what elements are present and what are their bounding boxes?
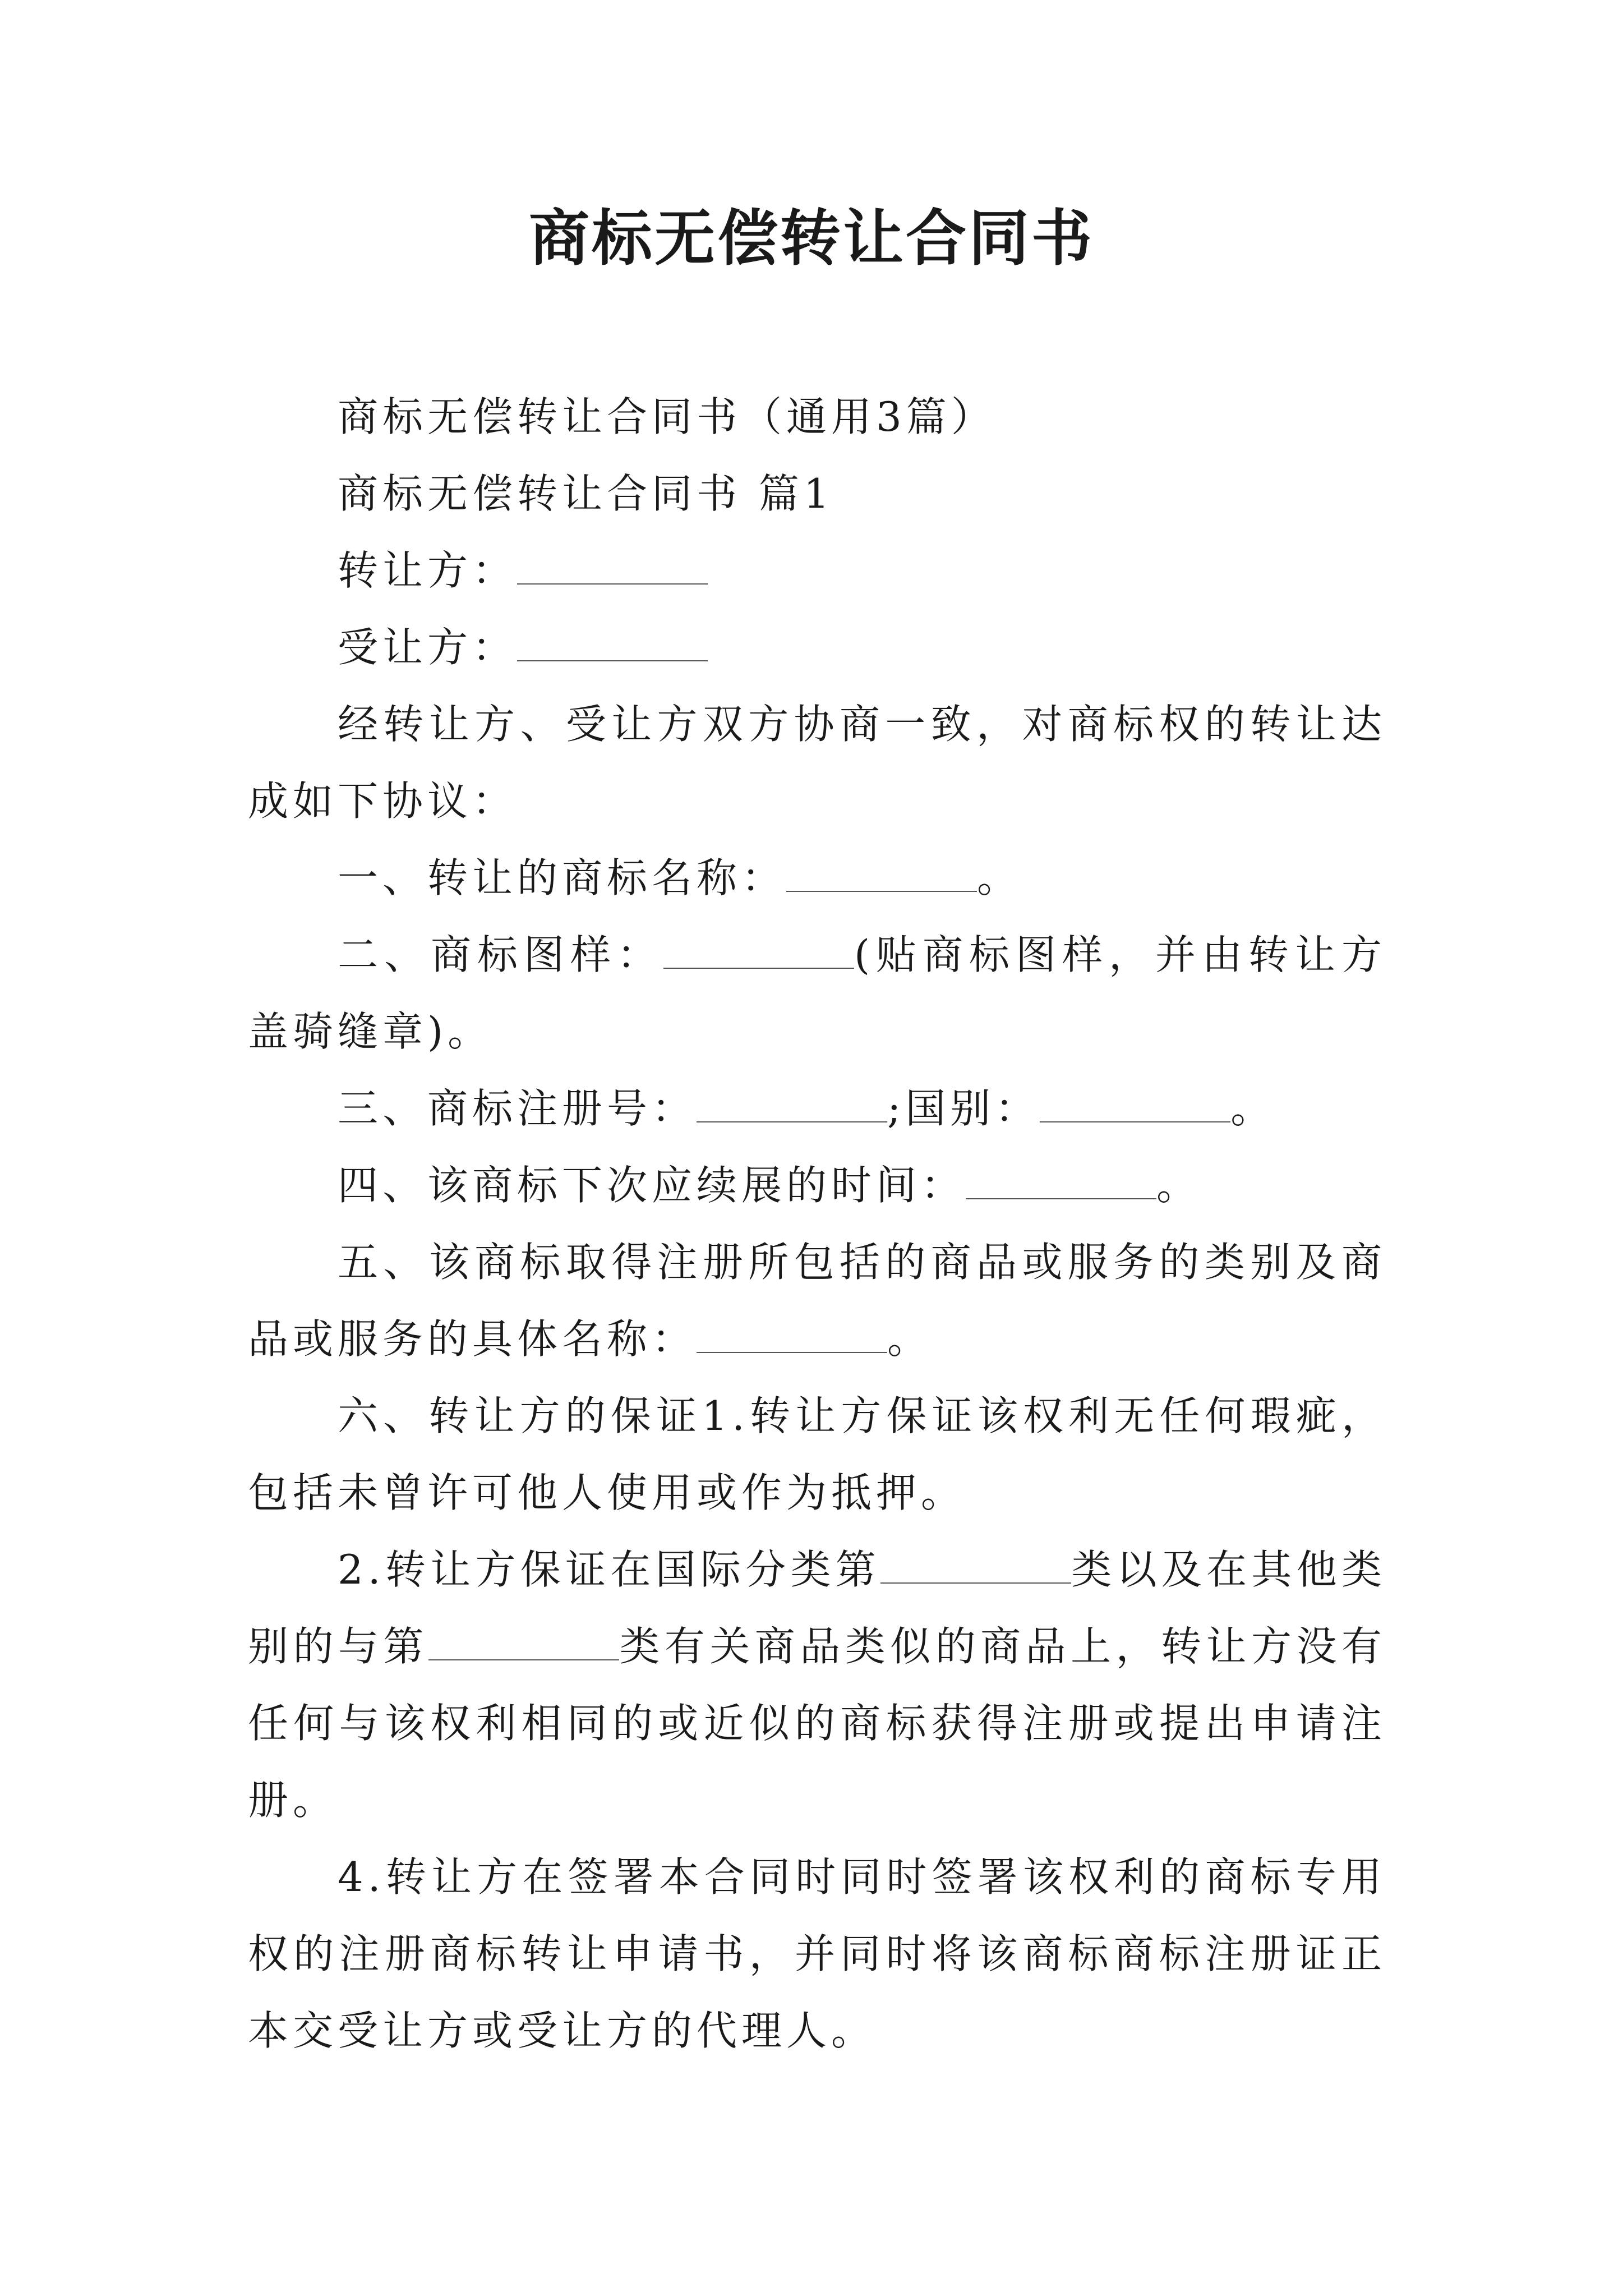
- clause-6: 六、转让方的保证1.转让方保证该权利无任何瑕疵，包括未曾许可他人使用或作为抵押。: [248, 1392, 1386, 1516]
- clause-3-blank-2: [1040, 1088, 1230, 1122]
- clause-3: [248, 1070, 1386, 1147]
- agreement-intro: 经转让方、受让方双方协商一致，对商标权的转让达成如下协议：: [248, 701, 1386, 825]
- clause-2-blank: [663, 934, 854, 969]
- clause-5-blank: [697, 1318, 887, 1353]
- clause-5-end: 。: [887, 1315, 933, 1363]
- clause-2-text: 二、商标图样：: [338, 931, 663, 978]
- clause-3-blank-1: [697, 1088, 887, 1122]
- clause-4-text: 四、该商标下次应续展的时间：: [338, 1162, 966, 1209]
- clause-2-end: (贴商标图样，并由转让方盖骑缝章)。: [248, 931, 1386, 1055]
- subtitle-line: 商标无偿转让合同书（通用3篇）: [338, 393, 996, 440]
- clause-6-item-2-end: 类有关商品类似的商品上，转让方没有任何与该权利相同的或近似的商标获得注册或提出申请注册。: [248, 1623, 1386, 1824]
- clause-3-text: 三、商标注册号：: [338, 1085, 697, 1132]
- document-title: 商标无偿转让合同书: [528, 203, 1094, 274]
- document-body: [248, 379, 1386, 2069]
- clause-1: [248, 840, 1386, 917]
- transferee-label: 受让方：: [338, 624, 518, 671]
- transferor-blank: [517, 550, 708, 585]
- clause-6-item-2-blank-1: [880, 1549, 1071, 1584]
- clause-3-end: 。: [1230, 1085, 1276, 1132]
- transferee-line: [248, 609, 1386, 686]
- transferor-label: 转让方：: [338, 547, 518, 594]
- section-heading: 商标无偿转让合同书 篇1: [338, 470, 834, 517]
- clause-1-text: 一、转让的商标名称：: [338, 854, 787, 901]
- transferee-blank: [517, 627, 708, 661]
- clause-4-blank: [966, 1165, 1156, 1199]
- clause-1-end: 。: [977, 854, 1022, 901]
- clause-6-item-2-mid: 类以及在其他类别的与第: [248, 1546, 1386, 1670]
- clause-4: [248, 1147, 1386, 1224]
- clause-2: [248, 917, 1386, 1070]
- clause-1-blank: [786, 857, 977, 892]
- clause-3-mid: ;国别：: [887, 1085, 1040, 1132]
- clause-6-item-4: 4.转让方在签署本合同时同时签署该权利的商标专用权的注册商标转让申请书，并同时将该商标商标注册证正本交受让方或受让方的代理人。: [248, 1853, 1386, 2054]
- clause-6-item-2: [248, 1531, 1386, 1839]
- clause-6-item-2-text: 2.转让方保证在国际分类第: [338, 1546, 881, 1593]
- clause-4-end: 。: [1156, 1162, 1202, 1209]
- clause-5-text: 五、该商标取得注册所包括的商品或服务的类别及商品或服务的具体名称：: [248, 1239, 1386, 1363]
- clause-5: [248, 1224, 1386, 1378]
- clause-6-item-2-blank-2: [428, 1626, 619, 1660]
- transferor-line: [248, 532, 1386, 609]
